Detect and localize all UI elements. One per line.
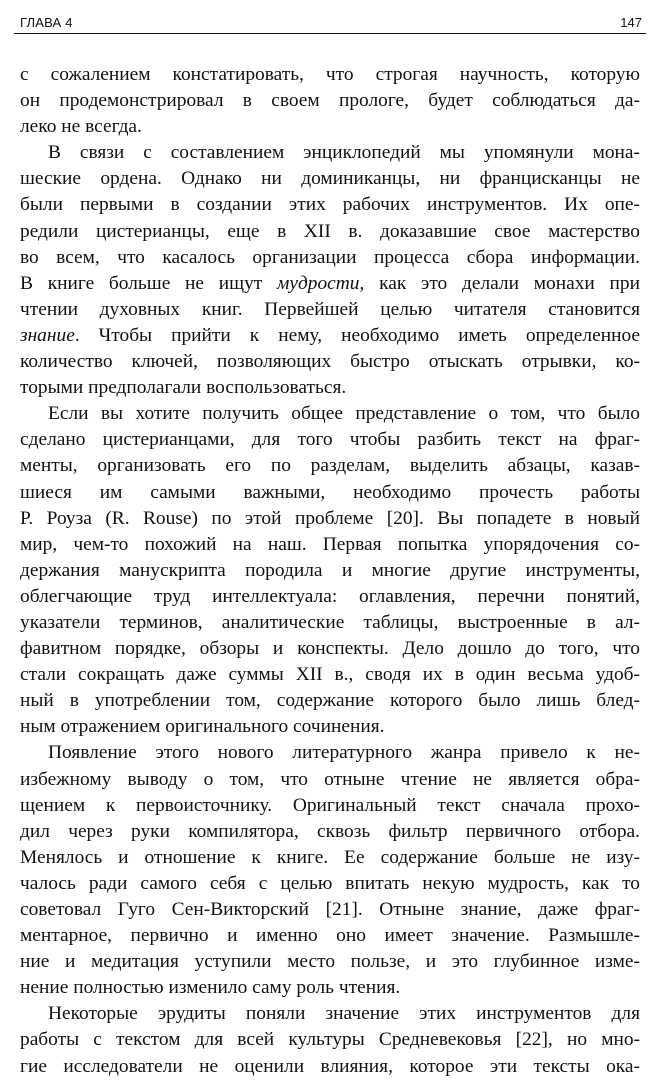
text-line: знание. Чтобы прийти к нему, необходимо иметь определенное [20, 324, 640, 346]
text-line: ным отражением оригинального сочинения. [20, 716, 385, 738]
text-line: избежному выводу о том, что отныне чтение не является обра- [20, 768, 640, 790]
text-line: шеские ордена. Однако ни доминиканцы, ни францисканцы не [20, 168, 640, 190]
text-line: Если вы хотите получить общее представление о том, что было [48, 403, 640, 425]
text-line: во всем, что касалось организации процесса сбора информации. [20, 246, 640, 268]
running-header [14, 12, 646, 34]
text-line: работы с текстом для всей культуры Средневековья [22], но мно- [20, 1029, 640, 1051]
text-line: редили цистерианцы, еще в XII в. доказавшие свое мастерство [20, 220, 640, 242]
text-line: были первыми в создании этих рабочих инструментов. Их опе- [20, 194, 640, 216]
body-text [20, 62, 640, 1080]
text-line: щением к первоисточнику. Оригинальный текст сначала прохо- [20, 794, 640, 816]
text-line: стали сокращать даже суммы XII в., сводя их в один весьма удоб- [20, 664, 640, 686]
text-line: мир, чем-то похожий на наш. Первая попытка упорядочения со- [20, 533, 640, 555]
paragraph [20, 62, 640, 140]
chapter-title: ГЛАВА 4 [20, 15, 73, 30]
text-line: фавитном порядке, обзоры и конспекты. Дело дошло до того, что [20, 638, 640, 660]
text-line: он продемонстрировал в своем прологе, будет соблюдаться да- [20, 90, 640, 112]
text-line: указатели терминов, аналитические таблицы, выстроенные в ал- [20, 611, 640, 633]
text-line: дил через руки компилятора, сквозь фильтр первичного отбора. [20, 820, 640, 842]
text-line: чтении духовных книг. Первейшей целью читателя становится [20, 298, 640, 320]
text-line: гие исследователи не оценили влияния, которое эти тексты ока- [20, 1055, 640, 1077]
paragraph [20, 1001, 640, 1079]
text-line: ментарное, первично и именно оно имеет значение. Размышле- [20, 925, 640, 947]
text-line: ный в употреблении том, содержание которого было лишь блед- [20, 690, 640, 712]
text-line: леко не всегда. [20, 116, 142, 138]
text-line: облегчающие труд интеллектуала: оглавления, перечни понятий, [20, 585, 640, 607]
page-number: 147 [620, 15, 642, 30]
text-line: менты, организовать его по разделам, выделить абзацы, казав- [20, 455, 640, 477]
text-line: Некоторые эрудиты поняли значение этих инструментов для [48, 1003, 640, 1025]
text-line: В книге больше не ищут мудрости, как это делали монахи при [20, 272, 640, 294]
text-line: чалось ради самого себя с целью впитать некую мудрость, как то [20, 872, 640, 894]
text-line: Появление этого нового литературного жанра привело к не- [48, 742, 640, 764]
text-line: Менялось и отношение к книге. Ее содержание больше не изу- [20, 846, 640, 868]
text-line: В связи с составлением энциклопедий мы упомянули мона- [48, 142, 640, 164]
text-line: Р. Роуза (R. Rouse) по этой проблеме [20]. Вы попадете в новый [20, 507, 640, 529]
text-line: шиеся им самыми важными, необходимо прочесть работы [20, 481, 640, 503]
text-line: держания манускрипта породила и многие другие инструменты, [20, 559, 640, 581]
text-line: нение полностью изменило саму роль чтения. [20, 977, 401, 999]
text-line: ние и медитация уступили место пользе, и это глубинное изме- [20, 951, 640, 973]
paragraph [20, 140, 640, 401]
paragraph [20, 740, 640, 1001]
text-line: с сожалением констатировать, что строгая научность, которую [20, 64, 640, 85]
text-line: сделано цистерианцами, для того чтобы разбить текст на фраг- [20, 429, 640, 451]
text-line: советовал Гуго Сен-Викторский [21]. Отныне знание, даже фраг- [20, 899, 640, 920]
header-rule [14, 33, 646, 34]
text-line: количество ключей, позволяющих быстро отыскать отрывки, ко- [20, 351, 640, 373]
text-line: торыми предполагали воспользоваться. [20, 377, 347, 399]
paragraph [20, 401, 640, 740]
